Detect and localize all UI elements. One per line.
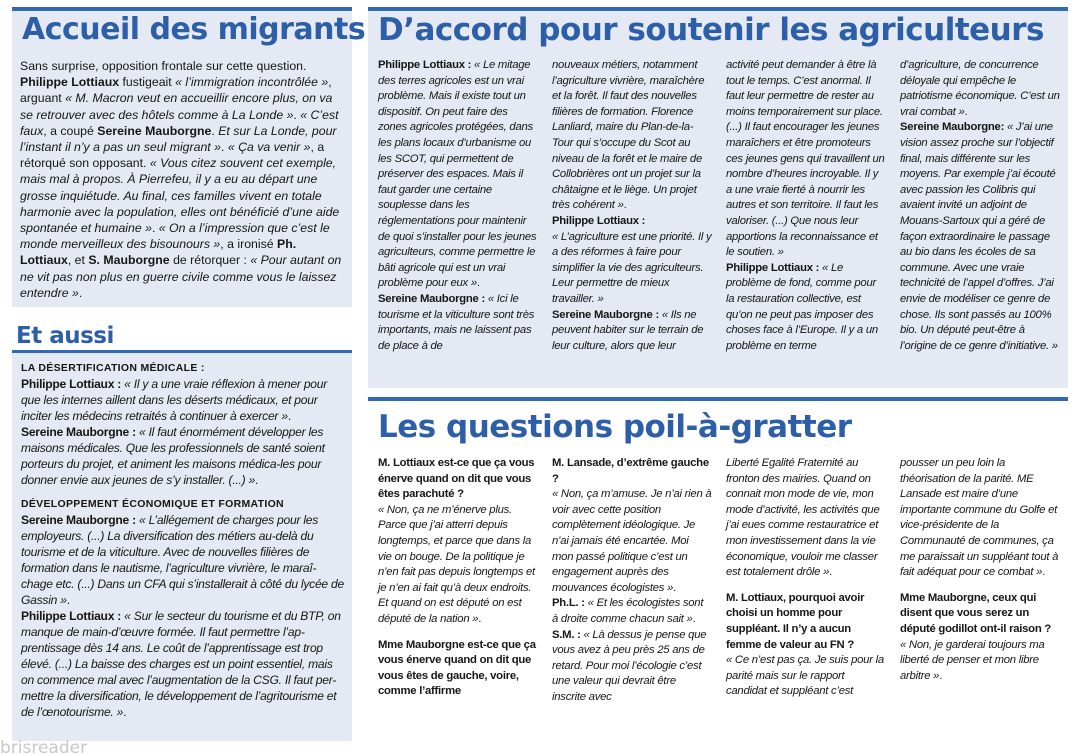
bold-run: Philippe Lottiaux <box>20 75 120 90</box>
agri-column <box>378 58 538 354</box>
bold-run: M. Lansade, d’extrême gauche ? <box>552 457 709 485</box>
agri-column <box>900 58 1062 354</box>
text-run: . <box>623 199 627 212</box>
bold-run: Philippe Lottiaux : <box>21 609 125 623</box>
text-run: . <box>964 105 968 118</box>
text-run: . <box>293 107 301 122</box>
quote-run: « M. Macron veut en accueillir encore plus, on va se retrouver avec des hôtels comme à La Londe » <box>20 91 333 122</box>
aussi-headline: Et aussi <box>16 323 114 349</box>
text-run: . <box>1042 566 1046 579</box>
quote-run: « l’immigration incontrôlée » <box>175 75 329 90</box>
migrants-body <box>20 58 346 301</box>
bold-run: Sereine Mauborgne : <box>21 425 139 439</box>
agri-headline: D’accord pour soutenir les agriculteurs <box>378 12 1044 48</box>
quote-run: « Ils ne peuvent habiter sur le terrain de leur culture, alors que leur <box>552 308 704 352</box>
quote-run: « Vous citez souvent cet exemple, mais mal à propos. À Pierrefeu, il y a eu au départ une grosse inquiétude. Au final, ces familles vivent en totale harmonie avec la population, elles ont bénéficié d’une aide spontanée et humaine » <box>20 156 340 236</box>
text-run: Sans surprise, opposition frontale sur cette question. <box>20 59 307 73</box>
text-run: . <box>211 123 219 138</box>
bold-run: M. Lottiaux, pourquoi avoir choisi un homme pour suppléant. Il n’y a aucun femme de valeur au FN ? <box>726 591 865 651</box>
aussi-body <box>21 360 346 720</box>
quote-run: « Ça va venir » <box>227 140 311 155</box>
bold-run: Mme Mauborgne est-ce que ça vous énerve quand on dit que vous êtes de gauche, voire, comme l’affirme <box>378 638 536 698</box>
text-run: . <box>673 581 676 594</box>
quote-run: « Sur le secteur du tourisme et du BTP, on manque de main-d’œuvre formée. Il faut permettre l’ap-prentissage dès 14 ans. Le coût de l’apprentissage est trop élevé. (...) La baisse des charges est un point essentiel, mais on commence mal avec l’augmentation de la CSG. Il faut per-mettre la diversification, le développement de l’agritourisme et de l’œnotourisme. » <box>21 609 341 719</box>
quote-run: « On a l’impression que c’est le monde merveilleux des bisounours » <box>20 221 330 252</box>
quote-run: « L’allégement de charges pour les employeurs. (...) La diversification des métiers au-delà du tourisme et de la viticulture. Avec de nouvelles filières de formation dans le nautisme, l’agriculture vivrière, le maraî-chage etc. (...) Dans un CFA qui s’installerait à côté du lycée de Gassin » <box>21 513 344 607</box>
text-run: . <box>66 593 70 607</box>
bold-run: Mme Mauborgne, ceux qui disent que vous serez un député godillot ont-il raison ? <box>900 591 1052 635</box>
quote-run: « Ici le tourisme et la viticulture sont très importants, mais ne laissent pas de place à de <box>378 292 535 352</box>
quote-run: d’agriculture, de concurrence déloyale qui empêche le patriotisme économique. C’est un vrai combat » <box>900 59 1060 118</box>
aussi-paragraph <box>21 512 346 608</box>
bold-run: Sereine Mauborgne : <box>21 513 139 527</box>
quote-run: « L’agriculture est une priorité. Il y a des réformes à faire pour simplifier la vie des agriculteurs. Leur permettre de mieux travailler. » <box>552 230 712 305</box>
text-run: . <box>478 612 482 625</box>
agri-column <box>726 58 886 354</box>
bold-run: Philippe Lottiaux : <box>552 214 646 227</box>
text-run: fustigeait <box>119 75 176 90</box>
bold-run: S. Mauborgne <box>88 253 170 268</box>
questions-column <box>552 456 712 706</box>
bold-run: Ph. Lottiaux <box>20 237 297 268</box>
aussi-paragraph <box>21 376 346 424</box>
bold-run: Sereine Mauborgne : <box>552 308 662 321</box>
bold-run: Philippe Lottiaux : <box>726 261 823 274</box>
quote-run: pousser un peu loin la théorisation de la parité. ME Lansade est maire d’une importante commune du Golfe et vice-présidente de la Communauté de communes, ça me paraissait un suppléant tout à fait adéquat pour ce combat » <box>900 457 1059 579</box>
bold-run: Ph.L. : <box>552 597 588 610</box>
bold-run: S.M. : <box>552 628 584 641</box>
aussi-paragraph <box>21 424 346 488</box>
quote-run: « Non, je garderai toujours ma liberté de penser et mon libre arbitre » <box>900 638 1045 682</box>
text-run: . <box>220 140 228 155</box>
text-run: . <box>287 409 291 423</box>
text-run: , a ironisé <box>220 237 278 252</box>
quote-run: « J’ai une vision assez proche sur l’objectif final, mais différente sur les moyens. Par exemple j’ai écouté avec passion les Colibris qui avaient invité un adjoint de Mouans-Sartoux qui a géré de façon extraordinaire le passage au bio dans les écoles de sa commune. Avec une vraie technicité de l’appel d’offres. J’ai envie de modéliser ce genre de chose. Ils sont passés au 100% bio. Un député peut-être à l’origine de ce genre d’initiative. » <box>900 121 1058 352</box>
bold-run: Sereine Mauborgne : <box>378 292 488 305</box>
questions-column <box>900 456 1062 684</box>
text-run: , a rétorqué son opposant. <box>20 140 325 171</box>
bold-run: Sereine Mauborgne <box>97 123 212 138</box>
text-run: , et <box>67 253 89 268</box>
questions-column <box>378 456 538 700</box>
aussi-subheading: DÉVELOPPEMENT ÉCONOMIQUE ET FORMATION <box>21 498 284 510</box>
quote-run: « Pour autant on ne vit pas non plus en guerre civile comme vous le laissez entendre » <box>20 253 342 300</box>
quote-run: « Il faut énormément développer les maisons médicales. Que les professionnels de santé soient porteurs du projet, et animent les maisons médica-les pour donner envie aux jeunes de s’y installer. (...) » <box>21 425 325 487</box>
text-run: . <box>78 285 83 300</box>
aussi-paragraph <box>21 608 346 720</box>
agri-column <box>552 58 712 354</box>
bold-run: Philippe Lottiaux : <box>378 59 475 71</box>
quote-run: nouveaux métiers, notamment l’agriculture vivrière, maraîchère et la forêt. Il faut des nouvelles filières de formation. Florence Lanliard, maire du Plan-de-la-Tour qui s’occupe du Scot au niveau de la forêt et le maire de Collobrières ont un projet sur la châtaigne et le liège. Un projet très cohérent » <box>552 59 705 212</box>
quote-run: « Là dessus je pense que vous avez à peu près 25 ans de retard. Pour moi l’écologie c’est une valeur qui devrait être inscrite avec <box>552 628 707 703</box>
quote-run: « Non, ça m’amuse. Je n’ai rien à voir avec cette position complètement idéologique. Je n’ai jamais été encartée. Moi mon passé politique c’est un engagement auprès des mouvances écologistes » <box>552 488 712 594</box>
text-run: . <box>939 669 943 682</box>
migrants-headline: Accueil des migrants <box>22 12 366 47</box>
quote-run: « Il y a une vraie réflexion à mener pour que les internes aillent dans les déserts médicaux, et pour inciter les médecins retraités à continuer à exercer » <box>21 377 328 423</box>
quote-run: « Le problème de fond, comme pour la restauration collective, est qu’on ne peut pas imposer des choses face à l’Europe. Il y a un problème en terme <box>726 261 878 352</box>
text-run: . <box>829 566 833 579</box>
bold-run: Sereine Mauborgne: <box>900 121 1007 134</box>
text-run: . <box>151 221 159 236</box>
text-run: , a coupé <box>43 123 98 138</box>
bold-run: Philippe Lottiaux : <box>21 377 125 391</box>
quote-run: « Ce n’est pas ça. Je suis pour la parité mais sur le rapport candidat et suppléant c’est <box>726 654 884 698</box>
watermark-text: brisreader <box>0 738 88 755</box>
quote-run: Liberté Egalité Fraternité au fronton des mairies. Quand on connait mon mode de vie, mon mode d’activité, les activités que j’ai eues comme restauratrice et mon investissement dans la vie économique, vouloir me classer est totalement drôle » <box>726 457 880 579</box>
text-run: . <box>123 705 127 719</box>
aussi-subheading: LA DÉSERTIFICATION MÉDICALE : <box>21 362 205 374</box>
text-run: , arguant <box>20 75 332 106</box>
quote-run: « Non, ça ne m’énerve plus. Parce que j’ai atterri depuis longtemps, et parce que dans la vie on bouge. De la politique je n’en fait pas depuis longtemps et je n’en ai fait qu’à deux endroits. Et quand on est député on est député de la nation » <box>378 503 535 625</box>
quote-run: Et sur La Londe, pour l’instant il n’y a pas un seul migrant » <box>20 123 337 155</box>
text-run: de rétorquer : <box>169 253 251 268</box>
quote-run: activité peut demander à être là tout le temps. C’est anormal. Il faut leur permettre de rester au moins temporairement sur place. (...) Il faut encourager les jeunes maraîchers et être promoteurs ces jeunes gens qui travaillent un nombre d’heures incroyable. Il y a une vraie fierté à nourrir les autres et son territoire. Il faut les valoriser. (...) Que nous leur apportions la reconnaissance et le soutien. » <box>726 59 885 259</box>
questions-column <box>726 456 886 700</box>
quote-run: « Et les écologistes sont à droite comme chacun sait » <box>552 597 704 625</box>
quote-run: « C’est faux <box>20 107 339 138</box>
quote-run: « Le mitage des terres agricoles est un vrai problème. Mais il existe tout un dispositif. On peut faire des zones agricoles protégées, dans les plans locaux d’urbanisme ou les SCOT, qui permettent de préserver des espaces. Mais il faut garder une certaine souplesse dans les réglementations pour maintenir de quoi s’installer pour les jeunes agriculteurs, comme permettre le bâti agricole qui est un vrai problème pour eux » <box>378 59 537 290</box>
text-run: . <box>255 473 259 487</box>
bold-run: M. Lottiaux est-ce que ça vous énerve quand on dit que vous êtes parachuté ? <box>378 457 535 501</box>
text-run: . <box>692 612 696 625</box>
questions-headline: Les questions poil-à-gratter <box>378 409 852 445</box>
text-run: . <box>476 277 480 290</box>
